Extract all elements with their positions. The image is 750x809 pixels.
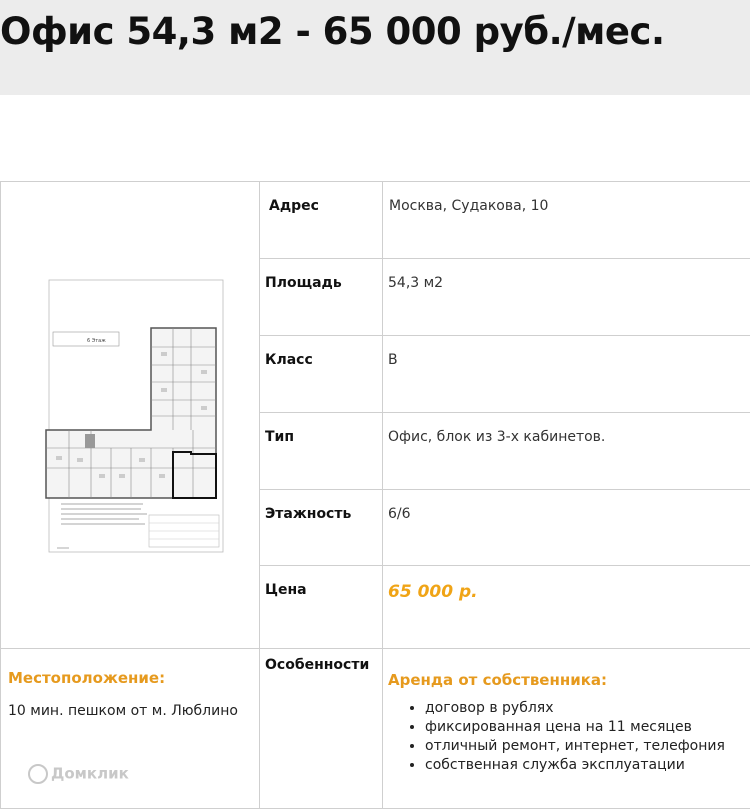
value-area: 54,3 м2 — [383, 259, 750, 336]
price-value: 65 000 р. — [388, 582, 478, 602]
label-features: Особенности — [260, 649, 383, 809]
page-title: Офис 54,3 м2 - 65 000 руб./мес. — [0, 10, 665, 53]
floor-plan-floor-label: 6 Этаж — [87, 338, 106, 344]
floor-plan-cell — [1, 182, 260, 649]
feature-item: • фиксированная цена на 11 месяцев — [425, 718, 743, 737]
features-list — [388, 699, 743, 775]
label-price: Цена — [260, 565, 383, 648]
feature-item: • отличный ремонт, интернет, телефония — [425, 737, 743, 756]
watermark-text: Домклик — [51, 765, 129, 783]
label-address: Адрес — [260, 182, 383, 259]
value-address: Москва, Судакова, 10 — [383, 182, 750, 259]
features-cell — [383, 649, 750, 809]
domclick-logo-icon — [28, 764, 48, 784]
feature-item: • собственная служба эксплуатации — [425, 756, 743, 775]
location-text: 10 мин. пешком от м. Люблино — [8, 703, 259, 719]
feature-item: • договор в рублях — [425, 699, 743, 718]
value-floors: 6/6 — [383, 489, 750, 565]
location-cell — [1, 649, 260, 809]
value-price — [383, 565, 750, 648]
row-features — [1, 649, 750, 809]
listing-table — [0, 181, 750, 809]
label-class: Класс — [260, 336, 383, 413]
watermark — [28, 764, 129, 784]
page-header — [0, 0, 750, 95]
location-heading: Местоположение: — [8, 669, 259, 687]
label-area: Площадь — [260, 259, 383, 336]
label-floors: Этажность — [260, 489, 383, 565]
row-address — [1, 182, 750, 259]
value-type: Офис, блок из 3-х кабинетов. — [383, 413, 750, 489]
label-type: Тип — [260, 413, 383, 489]
floor-plan-image[interactable] — [1, 182, 259, 648]
features-heading: Аренда от собственника: — [388, 671, 743, 689]
value-class: B — [383, 336, 750, 413]
